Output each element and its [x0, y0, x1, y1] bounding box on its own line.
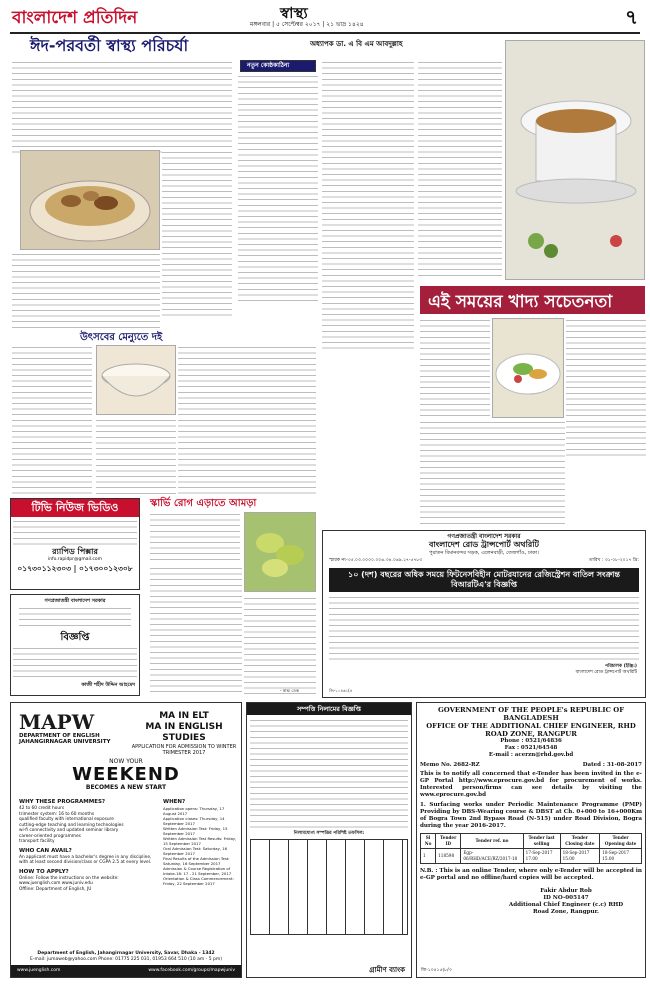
brta-address: পুরাতন বিমানবন্দর সড়ক, এলেনবাড়ী, তেজগাঁও, ঢাকা।: [429, 550, 539, 556]
rhd-signer-id: ID NO-005147: [543, 895, 589, 901]
mapw-slogan-1: NOW YOUR: [109, 758, 143, 765]
mapw-why-item: trimester system: 16 to 60 months: [19, 811, 95, 817]
lead-byline: অধ্যাপক ডা. এ বি এম আবদুল্লাহ: [310, 40, 403, 48]
mapw-why-item: qualified faculty with international exposure: [19, 817, 114, 822]
rhd-th: Tender ID: [436, 834, 461, 849]
tv-news-ad-email: info.rapidpr@gmail.com: [47, 557, 103, 562]
rhd-contacts: [420, 738, 642, 759]
masthead-rule: [10, 32, 640, 34]
mapw-schedule-item: Final Results of the Admission Test: Saturday, 16 September 2017: [163, 856, 230, 866]
mapw-why-item: cutting-edge teaching and learning technologies: [19, 822, 124, 828]
new-column-text-2: [322, 60, 414, 350]
bank-auction-body: [250, 718, 408, 828]
mapw-why-list: [19, 806, 159, 845]
brta-date: তারিখ : ৩১-০৮-২০১৭ খ্রি:: [589, 558, 639, 563]
salad-photo: [492, 318, 564, 418]
brta-notice: [322, 530, 646, 698]
tv-news-ad-title: টিভি নিউজ ভিডিও: [31, 501, 119, 514]
mapw-why-item: wi-fi connectivity and updated seminar library: [19, 828, 119, 833]
lead-text-2: [162, 150, 232, 320]
yogurt-photo: [96, 345, 176, 415]
rhd-signer-block: [490, 888, 642, 916]
rhd-item: 1. Surfacing works under Periodic Maintenance Programme (PMP) Providing by DBS-Wearing course & DBST at Ch. 0+000 to 16+000Km of Bogra Town 2nd Bypass Road (N-515) under Road Division, Bogra during the year 2016-2017.: [420, 802, 642, 829]
rhd-office: OFFICE OF THE ADDITIONAL CHIEF ENGINEER, RHD ROAD ZONE, RANGPUR: [426, 722, 636, 738]
mapw-schedule-item: Orientation & Class Commencement: Friday, 22 September 2017: [163, 876, 234, 886]
tv-news-ad-brand: র‍্যাপিড পিক্সার: [52, 547, 98, 556]
lead-headline: ঈদ-পরবর্তী স্বাস্থ্য পরিচর্যা: [30, 36, 189, 55]
rhd-th: Tender last selling: [523, 834, 560, 849]
new-column-label-box: [240, 60, 316, 72]
tv-news-ad: [10, 498, 140, 590]
mapw-footer-dept: Department of English, Jahangirnagar University, Savar, Dhaka - 1342: [37, 951, 215, 956]
bank-auction-title: সম্পত্তি নিলামের বিজ্ঞপ্তি: [296, 705, 362, 713]
hog-plum-illustration: [245, 513, 315, 591]
small-notice-header: গণপ্রজাতন্ত্রী বাংলাদেশ সরকার: [44, 598, 106, 604]
brta-memo: স্মারক নং-৩৫.০৩.০০০০.০০৬.৩৪.০৬৯.১৭-৫৭৮৩: [329, 558, 423, 563]
food-awareness-title: এই সময়ের খাদ্য সচেতনতা: [428, 292, 613, 312]
mapw-footer: [11, 951, 241, 963]
rhd-memo-row: [420, 762, 642, 768]
rhd-ref: জি-১০৪১৫(৮/৩: [421, 968, 452, 973]
article-text-1: [418, 60, 502, 280]
lead-text-1: [12, 60, 232, 154]
section-title: স্বাস্থ্য: [280, 4, 308, 22]
mapw-slogan-3: BECOMES A NEW START: [85, 784, 167, 791]
lead-food-photo: [20, 150, 160, 250]
new-column-text-1: [238, 74, 318, 304]
rhd-tender-notice: [416, 702, 646, 978]
rhd-phone: Phone : 0521/64836: [500, 738, 562, 744]
bank-auction-table: [250, 839, 408, 935]
mapw-logo: MAPW: [19, 710, 95, 734]
rhd-td: 18-Sep-2017 15.00: [600, 849, 642, 864]
festival-headline: উৎসবের মেন্যুতে দই: [80, 332, 163, 343]
mapw-schedule-item: Application closes: Thursday, 14 September 2017: [163, 816, 225, 826]
bank-auction-table-title: নিলামযোগ্য সম্পত্তির পরিশিষ্ট তফসিল:: [293, 831, 365, 836]
mapw-slogan: [11, 759, 241, 791]
mapw-why-item: career-oriented programmes: [19, 833, 81, 839]
rhd-date: Dated : 31-08-2017: [582, 762, 642, 768]
mapw-why-item: 42 to 60 credit hours: [19, 806, 65, 811]
mapw-schedule-item: Oral Admission Test: Saturday, 16 September 2017: [163, 846, 228, 856]
page-number: ৭: [624, 5, 638, 29]
skin-byline: - স্বাস্থ্য ডেস্ক: [280, 688, 299, 693]
rhd-nb: N.B. : This is an online Tender, where only e-Tender will be accepted in e-GP portal and no offline/hard copies will be accepted.: [420, 868, 642, 881]
tv-news-ad-phone: ০১৭৩০১১২৩০৩ | ০১৭৩০০১২৩০৮: [17, 564, 133, 573]
mapw-when-title: WHEN?: [163, 799, 186, 805]
yogurt-bowl-illustration: [97, 346, 175, 414]
dateline: মঙ্গলবার | ৫ সেপ্টেম্বর ২০১৭ | ২১ ভাদ্র ১৪২৪: [250, 21, 364, 28]
mapw-program-block: [131, 711, 237, 756]
rhd-govt: GOVERNMENT OF THE PEOPLE's REPUBLIC OF BANGLADESH: [437, 706, 625, 722]
mapw-schedule: [163, 806, 237, 886]
lead-text-3: [12, 252, 160, 330]
rhd-th: Sl No: [421, 834, 436, 849]
rhd-td: Egp-06/RHD/ACE/RZ/2017-18: [461, 849, 523, 864]
rhd-memo: Memo No. 2682-RZ: [420, 762, 480, 768]
mapw-how-title: HOW TO APPLY?: [19, 868, 69, 875]
skin-text-2: [150, 566, 242, 694]
mapw-schedule-item: Application opens: Thursday, 17 August 2017: [163, 806, 225, 816]
rhd-email: E-mail : acerzn@rhd.gov.bd: [488, 752, 574, 758]
mapw-who-title: WHO CAN AVAIL?: [19, 847, 72, 854]
rhd-tender-table-header: [421, 834, 642, 849]
bank-auction-notice: [246, 702, 412, 978]
brta-ref: জি-১০৪৬১(৪: [329, 688, 353, 693]
rhd-th: Tender Closing date: [560, 834, 600, 849]
skin-headline: স্কার্ভি রোগ এড়াতে আমড়া: [150, 498, 257, 509]
mapw-why: [19, 799, 159, 892]
rhd-signer: Fakir Abdur Rob: [540, 888, 592, 894]
tv-news-ad-header: [11, 499, 139, 517]
mapw-slogan-2: WEEKEND: [72, 764, 180, 785]
rhd-body: This is to notify all concerned that e-Tender has been invited in the e-GP Portal http://www.eprocure.gov.bd for procurement of works. Interested person/firms can see details by visiting the www.eprocure.gov.bd: [420, 771, 642, 798]
brta-signer-block: [323, 664, 645, 676]
mapw-when: [163, 799, 237, 886]
mapw-how-item: Offline: Department of English, JU: [19, 886, 92, 892]
small-notice-office: [19, 606, 131, 630]
rhd-td: 17-Sep-2017 17.00: [523, 849, 560, 864]
brta-headline-box: [329, 568, 639, 592]
bank-auction-header: [247, 703, 411, 715]
festival-text-3: [178, 345, 316, 495]
rhd-td: 1: [421, 849, 436, 864]
tea-photo: [505, 40, 645, 280]
masthead-logo: বাংলাদেশ প্রতিদিন: [12, 8, 138, 28]
tv-news-ad-body: [13, 519, 137, 545]
mapw-ad: [10, 702, 242, 978]
hog-plum-photo: [244, 512, 316, 592]
mapw-application: APPLICATION FOR ADMISSION TO WINTER TRIMESTER 2017: [131, 744, 237, 756]
tea-cup-illustration: [506, 41, 644, 279]
rhd-td: 18-Sep-2017 15.00: [560, 849, 600, 864]
brta-signer-office: বাংলাদেশ রোড ট্রান্সপোর্ট অথরিটি: [575, 670, 637, 675]
brta-memo-row: [323, 556, 645, 566]
brta-body: [329, 595, 639, 661]
lead-food-illustration: [21, 151, 159, 249]
brta-headline: ১০ (দশ) বছরের অধিক সময়ে ফিটনেসবিহীন মোটরযানের রেজিস্ট্রেশন বাতিল সংক্রান্ত বিআরটিএ'র বিজ্ঞপ্তি: [348, 570, 620, 589]
mapw-logo-block: [19, 711, 129, 745]
mapw-why-title: WHY THESE PROGRAMMES?: [19, 799, 106, 805]
mapw-program-2: MA IN ENGLISH STUDIES: [145, 722, 223, 743]
mapw-how-item: Online: Follow the instructions on the website: www.juenglish.com www.juniv.edu: [19, 875, 119, 886]
rhd-tender-table: [420, 833, 642, 864]
bank-name: গ্রামীণ ব্যাংক: [369, 966, 405, 974]
festival-text-1: [12, 345, 92, 495]
brta-govt: গণপ্রজাতন্ত্রী বাংলাদেশ সরকার: [447, 533, 521, 540]
brta-office: বাংলাদেশ রোড ট্রান্সপোর্ট অথরিটি: [429, 540, 539, 549]
mapw-dept: DEPARTMENT OF ENGLISH: [19, 733, 100, 739]
mapw-website[interactable]: www.juenglish.com: [17, 968, 61, 973]
mapw-footer-bar: [11, 965, 241, 977]
small-govt-notice: [10, 594, 140, 696]
mapw-schedule-item: Written Admission Test Results: Friday, 15 September 2017: [163, 836, 237, 846]
rhd-tender-table-row: [421, 849, 642, 864]
small-notice-signature: কাজী শহীদ উদ্দিন আহমেদ: [81, 682, 135, 688]
rhd-td: 118598: [436, 849, 461, 864]
mapw-schedule-item: Written Admission Test: Friday, 15 September 2017: [163, 826, 228, 836]
salad-illustration: [493, 319, 563, 417]
banner-text-2: [566, 318, 646, 458]
festival-text-2: [96, 418, 176, 496]
new-column-label: নতুন কোষ্ঠকাঠিন্য: [247, 62, 290, 69]
mapw-university: JAHANGIRNAGAR UNIVERSITY: [19, 739, 111, 745]
brta-signer: পরিচালক (ইঞ্জি:): [604, 664, 637, 669]
rhd-th: Tender ref. no: [461, 834, 523, 849]
small-notice-body: [13, 646, 137, 680]
mapw-footer-contact: E-mail: jumaweb@yahoo.com Phone: 01775 225 031, 01953 664 510 (10 am - 5 pm): [30, 957, 222, 962]
mapw-facebook[interactable]: www.facebook.com/groups/mapwjuniv: [148, 968, 235, 973]
mapw-program-1: MA IN ELT: [159, 711, 209, 721]
rhd-th: Tender Opening date: [600, 834, 642, 849]
small-notice-title: বিজ্ঞপ্তি: [60, 632, 90, 643]
mapw-who-text: An applicant must have a bachelor's degree in any discipline, with at least second division/class or CGPA 2.5 at every level.: [19, 854, 152, 865]
mapw-schedule-item: Admission & Course Registration of Intake-18: 17 - 21 September, 2017: [163, 866, 232, 876]
rhd-signer-title: Additional Chief Engineer (c.c) RHD: [508, 902, 624, 908]
skin-text-1: [150, 512, 240, 562]
skin-text-3: [244, 596, 316, 694]
rhd-fax: Fax : 0521/64548: [504, 745, 558, 751]
banner-text-3: [420, 420, 565, 528]
rhd-signer-zone: Road Zone, Rangpur.: [533, 909, 599, 915]
mapw-why-item: transport facility: [19, 839, 55, 844]
